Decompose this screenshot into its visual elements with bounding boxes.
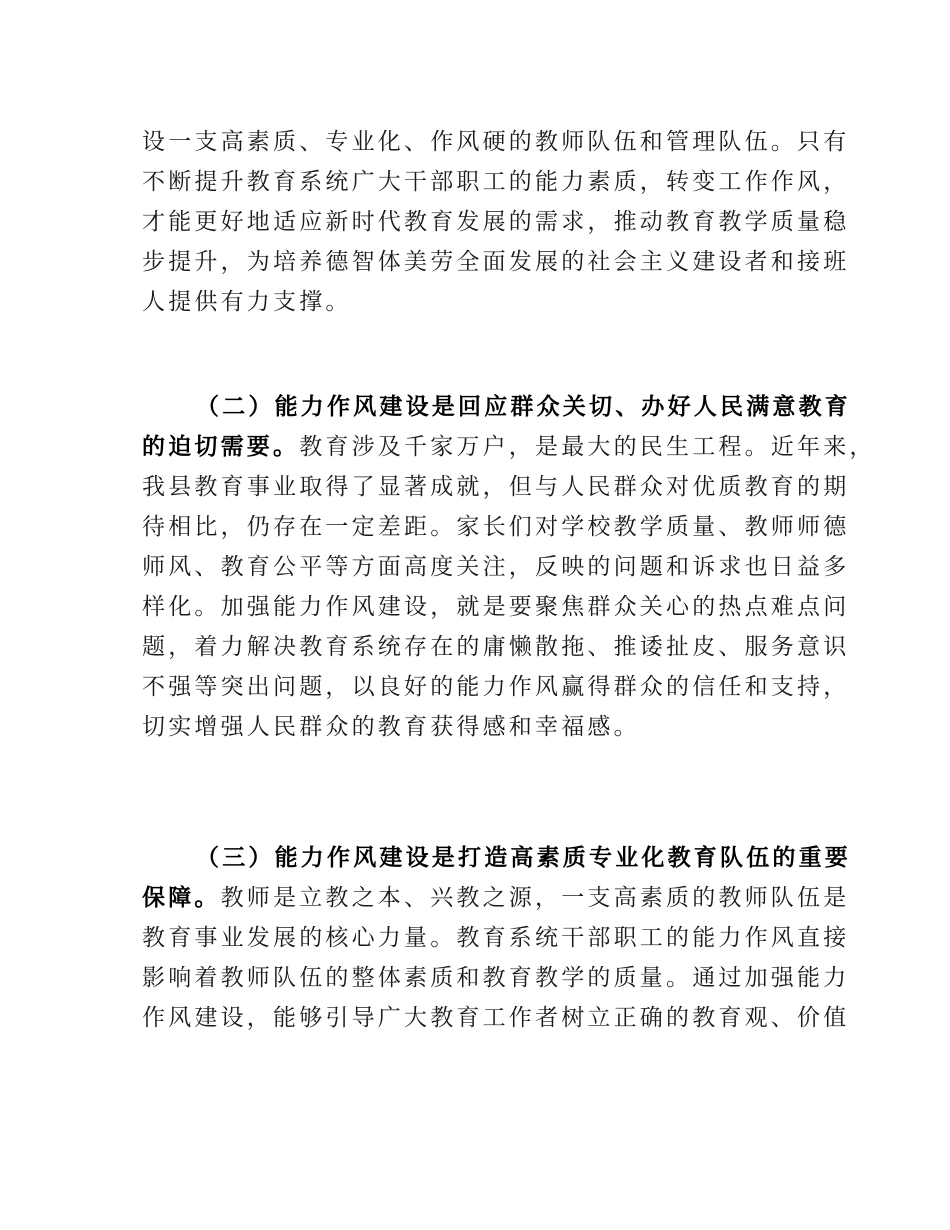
text-line: 步提升，为培养德智体美劳全面发展的社会主义建设者和接班 <box>142 249 850 275</box>
paragraph-3 <box>142 838 851 1038</box>
text-line: 切实增强人民群众的教育获得感和幸福感。 <box>142 714 640 740</box>
section-heading: （二）能力作风建设是回应群众关切、办好人民满意教育 <box>196 394 851 420</box>
text-line: 不断提升教育系统广大干部职工的能力素质，转变工作作风， <box>142 169 850 195</box>
text-line: 影响着教师队伍的整体素质和教育教学的质量。通过加强能力 <box>142 965 850 991</box>
text-line <box>142 427 876 467</box>
text-line <box>142 878 850 918</box>
text-line: 教育事业发展的核心力量。教育系统干部职工的能力作风直接 <box>142 925 850 951</box>
section-heading-end: 的迫切需要。 <box>142 434 300 460</box>
text-line: 待相比，仍存在一定差距。家长们对学校教学质量、教师师德 <box>142 514 850 540</box>
text-line: 题，着力解决教育系统存在的庸懒散拖、推诿扯皮、服务意识 <box>142 634 850 660</box>
section-heading-end: 保障。 <box>142 885 221 911</box>
text-line: 样化。加强能力作风建设，就是要聚焦群众关心的热点难点问 <box>142 594 850 620</box>
text-line: 设一支高素质、专业化、作风硬的教师队伍和管理队伍。只有 <box>142 129 850 155</box>
text-run: 教育涉及千家万户，是最大的民生工程。近年来， <box>299 434 876 460</box>
section-heading: （三）能力作风建设是打造高素质专业化教育队伍的重要 <box>196 845 851 871</box>
text-run: 教师是立教之本、兴教之源，一支高素质的教师队伍是 <box>220 885 850 911</box>
text-line: 人提供有力支撑。 <box>142 289 352 315</box>
paragraph-2 <box>142 387 876 747</box>
text-line: 师风、教育公平等方面高度关注，反映的问题和诉求也日益多 <box>142 554 850 580</box>
text-line: 不强等突出问题，以良好的能力作风赢得群众的信任和支持， <box>142 674 850 700</box>
text-line: 我县教育事业取得了显著成就，但与人民群众对优质教育的期 <box>142 474 850 500</box>
text-line: 才能更好地适应新时代教育发展的需求，推动教育教学质量稳 <box>142 209 850 235</box>
paragraph-1 <box>142 122 850 322</box>
text-line: 作风建设，能够引导广大教育工作者树立正确的教育观、价值 <box>142 1005 850 1031</box>
